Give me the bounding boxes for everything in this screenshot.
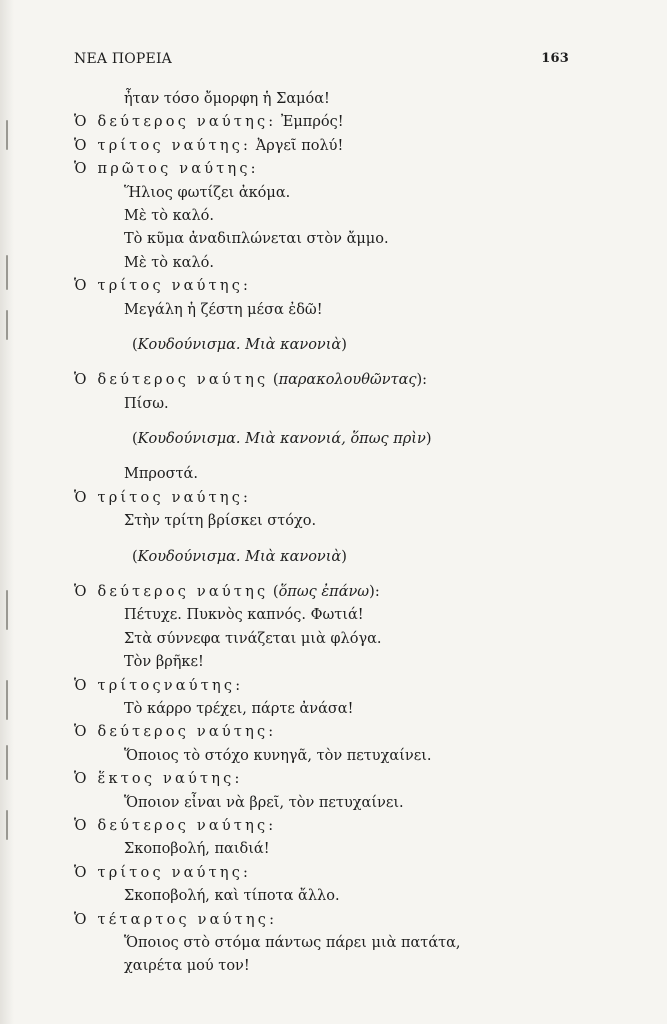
verse-line	[74, 463, 574, 486]
speaker-line	[74, 487, 574, 510]
speaker-name: Ὁ δεύτερος ναύτης:	[74, 817, 277, 834]
verse-text: Πίσω.	[124, 395, 169, 412]
speaker-line	[74, 909, 574, 932]
verse-line	[74, 885, 574, 908]
speaker-text: :	[374, 584, 380, 601]
speaker-text: Ἀργεῖ πολύ!	[251, 137, 344, 154]
verse-text: Ὅποιος στὸ στόμα πάντως πάρει μιὰ πατάτα,	[124, 934, 461, 951]
stage-direction-line	[74, 334, 574, 357]
speaker-name: Ὁ τρίτος ναύτης:	[74, 489, 252, 506]
speaker-line	[74, 675, 574, 698]
verse-text: Μεγάλη ἡ ζέστη μέσα ἐδῶ!	[124, 301, 323, 318]
binding-mark	[6, 120, 8, 150]
verse-text: Στὴν τρίτη βρίσκει στόχο.	[124, 513, 317, 530]
spacer	[74, 322, 574, 334]
speaker-name: Ὁ ἕκτος ναύτης:	[74, 771, 243, 788]
verse-text: Μὲ τὸ καλό.	[124, 207, 214, 224]
verse-text: Ἥλιος φωτίζει ἀκόμα.	[124, 184, 291, 201]
speaker-line	[74, 135, 574, 158]
speaker-line	[74, 158, 574, 181]
stage-direction: Κουδούνισμα. Μιὰ κανονιὰ	[137, 548, 342, 565]
verse-text: ἦταν τόσο ὄμορφη ἡ Σαμόα!	[124, 91, 330, 107]
verse-text: Σκοποβολή, καὶ τίποτα ἄλλο.	[124, 888, 340, 905]
speaker-line	[74, 275, 574, 298]
verse-text: Σκοποβολή, παιδιά!	[124, 841, 270, 858]
verse-line	[74, 838, 574, 861]
stage-direction-line	[74, 428, 574, 451]
verse-line	[74, 932, 574, 955]
stage-direction: παρακολουθῶντας	[278, 372, 417, 389]
speaker-line	[74, 369, 574, 392]
speaker-name: Ὁ δεύτερος ναύτης	[74, 372, 269, 389]
verse-line	[74, 955, 574, 978]
binding-mark	[6, 590, 8, 630]
speaker-name: Ὁ πρῶτος ναύτης:	[74, 161, 259, 178]
binding-mark	[6, 680, 8, 720]
verse-text: Μὲ τὸ καλό.	[124, 254, 214, 271]
speaker-text: Ἐμπρός!	[276, 114, 344, 131]
spacer	[74, 451, 574, 463]
running-title: ΝΕΑ ΠΟΡΕΙΑ	[74, 51, 172, 67]
speaker-line	[74, 581, 574, 604]
binding-mark	[6, 810, 8, 840]
binding-mark	[6, 745, 8, 780]
stage-direction-line	[74, 546, 574, 569]
speaker-name: Ὁ δεύτερος ναύτης	[74, 584, 269, 601]
paren: (	[268, 584, 279, 601]
page-gutter	[0, 0, 14, 1024]
verse-line	[74, 299, 574, 322]
speaker-name: Ὁ τρίτος ναύτης:	[74, 137, 252, 154]
speaker-line	[74, 815, 574, 838]
paren: )	[416, 372, 423, 389]
verse-line	[74, 88, 574, 111]
verse-line	[74, 182, 574, 205]
verse-text: Μπροστά.	[124, 466, 198, 483]
verse-line	[74, 651, 574, 674]
verse-text: Πέτυχε. Πυκνὸς καπνός. Φωτιά!	[124, 607, 364, 624]
verse-line	[74, 252, 574, 275]
speaker-name: Ὁ τρίτοςναύτης:	[74, 677, 244, 694]
page-number: 163	[541, 51, 569, 66]
spacer	[74, 357, 574, 369]
spacer	[74, 534, 574, 546]
verse-line	[74, 792, 574, 815]
paren: )	[369, 584, 375, 601]
verse-line	[74, 510, 574, 533]
speaker-line	[74, 721, 574, 744]
paren: )	[341, 336, 347, 353]
verse-line	[74, 698, 574, 721]
stage-direction: Κουδούνισμα. Μιὰ κανονιὰ	[137, 336, 342, 353]
paren: )	[425, 431, 432, 448]
verse-text: Ὅποιος τὸ στόχο κυνηγᾶ, τὸν πετυχαίνει.	[124, 747, 432, 764]
verse-text: Ὅποιον εἶναι νὰ βρεῖ, τὸν πετυχαίνει.	[124, 794, 404, 811]
verse-text: Τὸν βρῆκε!	[124, 654, 204, 671]
verse-text: Τὸ κάρρο τρέχει, πάρτε ἀνάσα!	[124, 700, 354, 717]
paren: )	[341, 548, 347, 565]
verse-line	[74, 393, 574, 416]
speaker-text: :	[422, 372, 428, 389]
binding-mark	[6, 255, 8, 290]
verse-line	[74, 604, 574, 627]
verse-line	[74, 745, 574, 768]
speaker-name: Ὁ δεύτερος ναύτης:	[74, 114, 277, 131]
speaker-name: Ὁ τρίτος ναύτης:	[74, 864, 252, 881]
running-header	[74, 51, 569, 67]
spacer	[74, 569, 574, 581]
speaker-line	[74, 768, 574, 791]
binding-mark	[6, 310, 8, 340]
play-text	[74, 88, 574, 979]
verse-line	[74, 205, 574, 228]
paren: (	[268, 372, 279, 389]
speaker-line	[74, 111, 574, 134]
paren: (	[132, 336, 138, 353]
speaker-name: Ὁ τρίτος ναύτης:	[74, 278, 252, 295]
spacer	[74, 416, 574, 428]
verse-line	[74, 628, 574, 651]
speaker-name: Ὁ δεύτερος ναύτης:	[74, 724, 277, 741]
verse-line	[74, 228, 574, 251]
paren: (	[132, 548, 138, 565]
verse-text: Στὰ σύννεφα τινάζεται μιὰ φλόγα.	[124, 630, 382, 647]
stage-direction: Κουδούνισμα. Μιὰ κανονιά, ὅπως πρὶν	[137, 431, 426, 448]
speaker-line	[74, 862, 574, 885]
verse-text: Τὸ κῦμα ἀναδιπλώνεται στὸν ἄμμο.	[124, 231, 389, 248]
verse-text: χαιρέτα μού τον!	[124, 958, 250, 975]
speaker-name: Ὁ τέταρτος ναύτης:	[74, 911, 278, 928]
stage-direction: ὅπως ἐπάνω	[278, 584, 370, 601]
paren: (	[132, 431, 138, 448]
